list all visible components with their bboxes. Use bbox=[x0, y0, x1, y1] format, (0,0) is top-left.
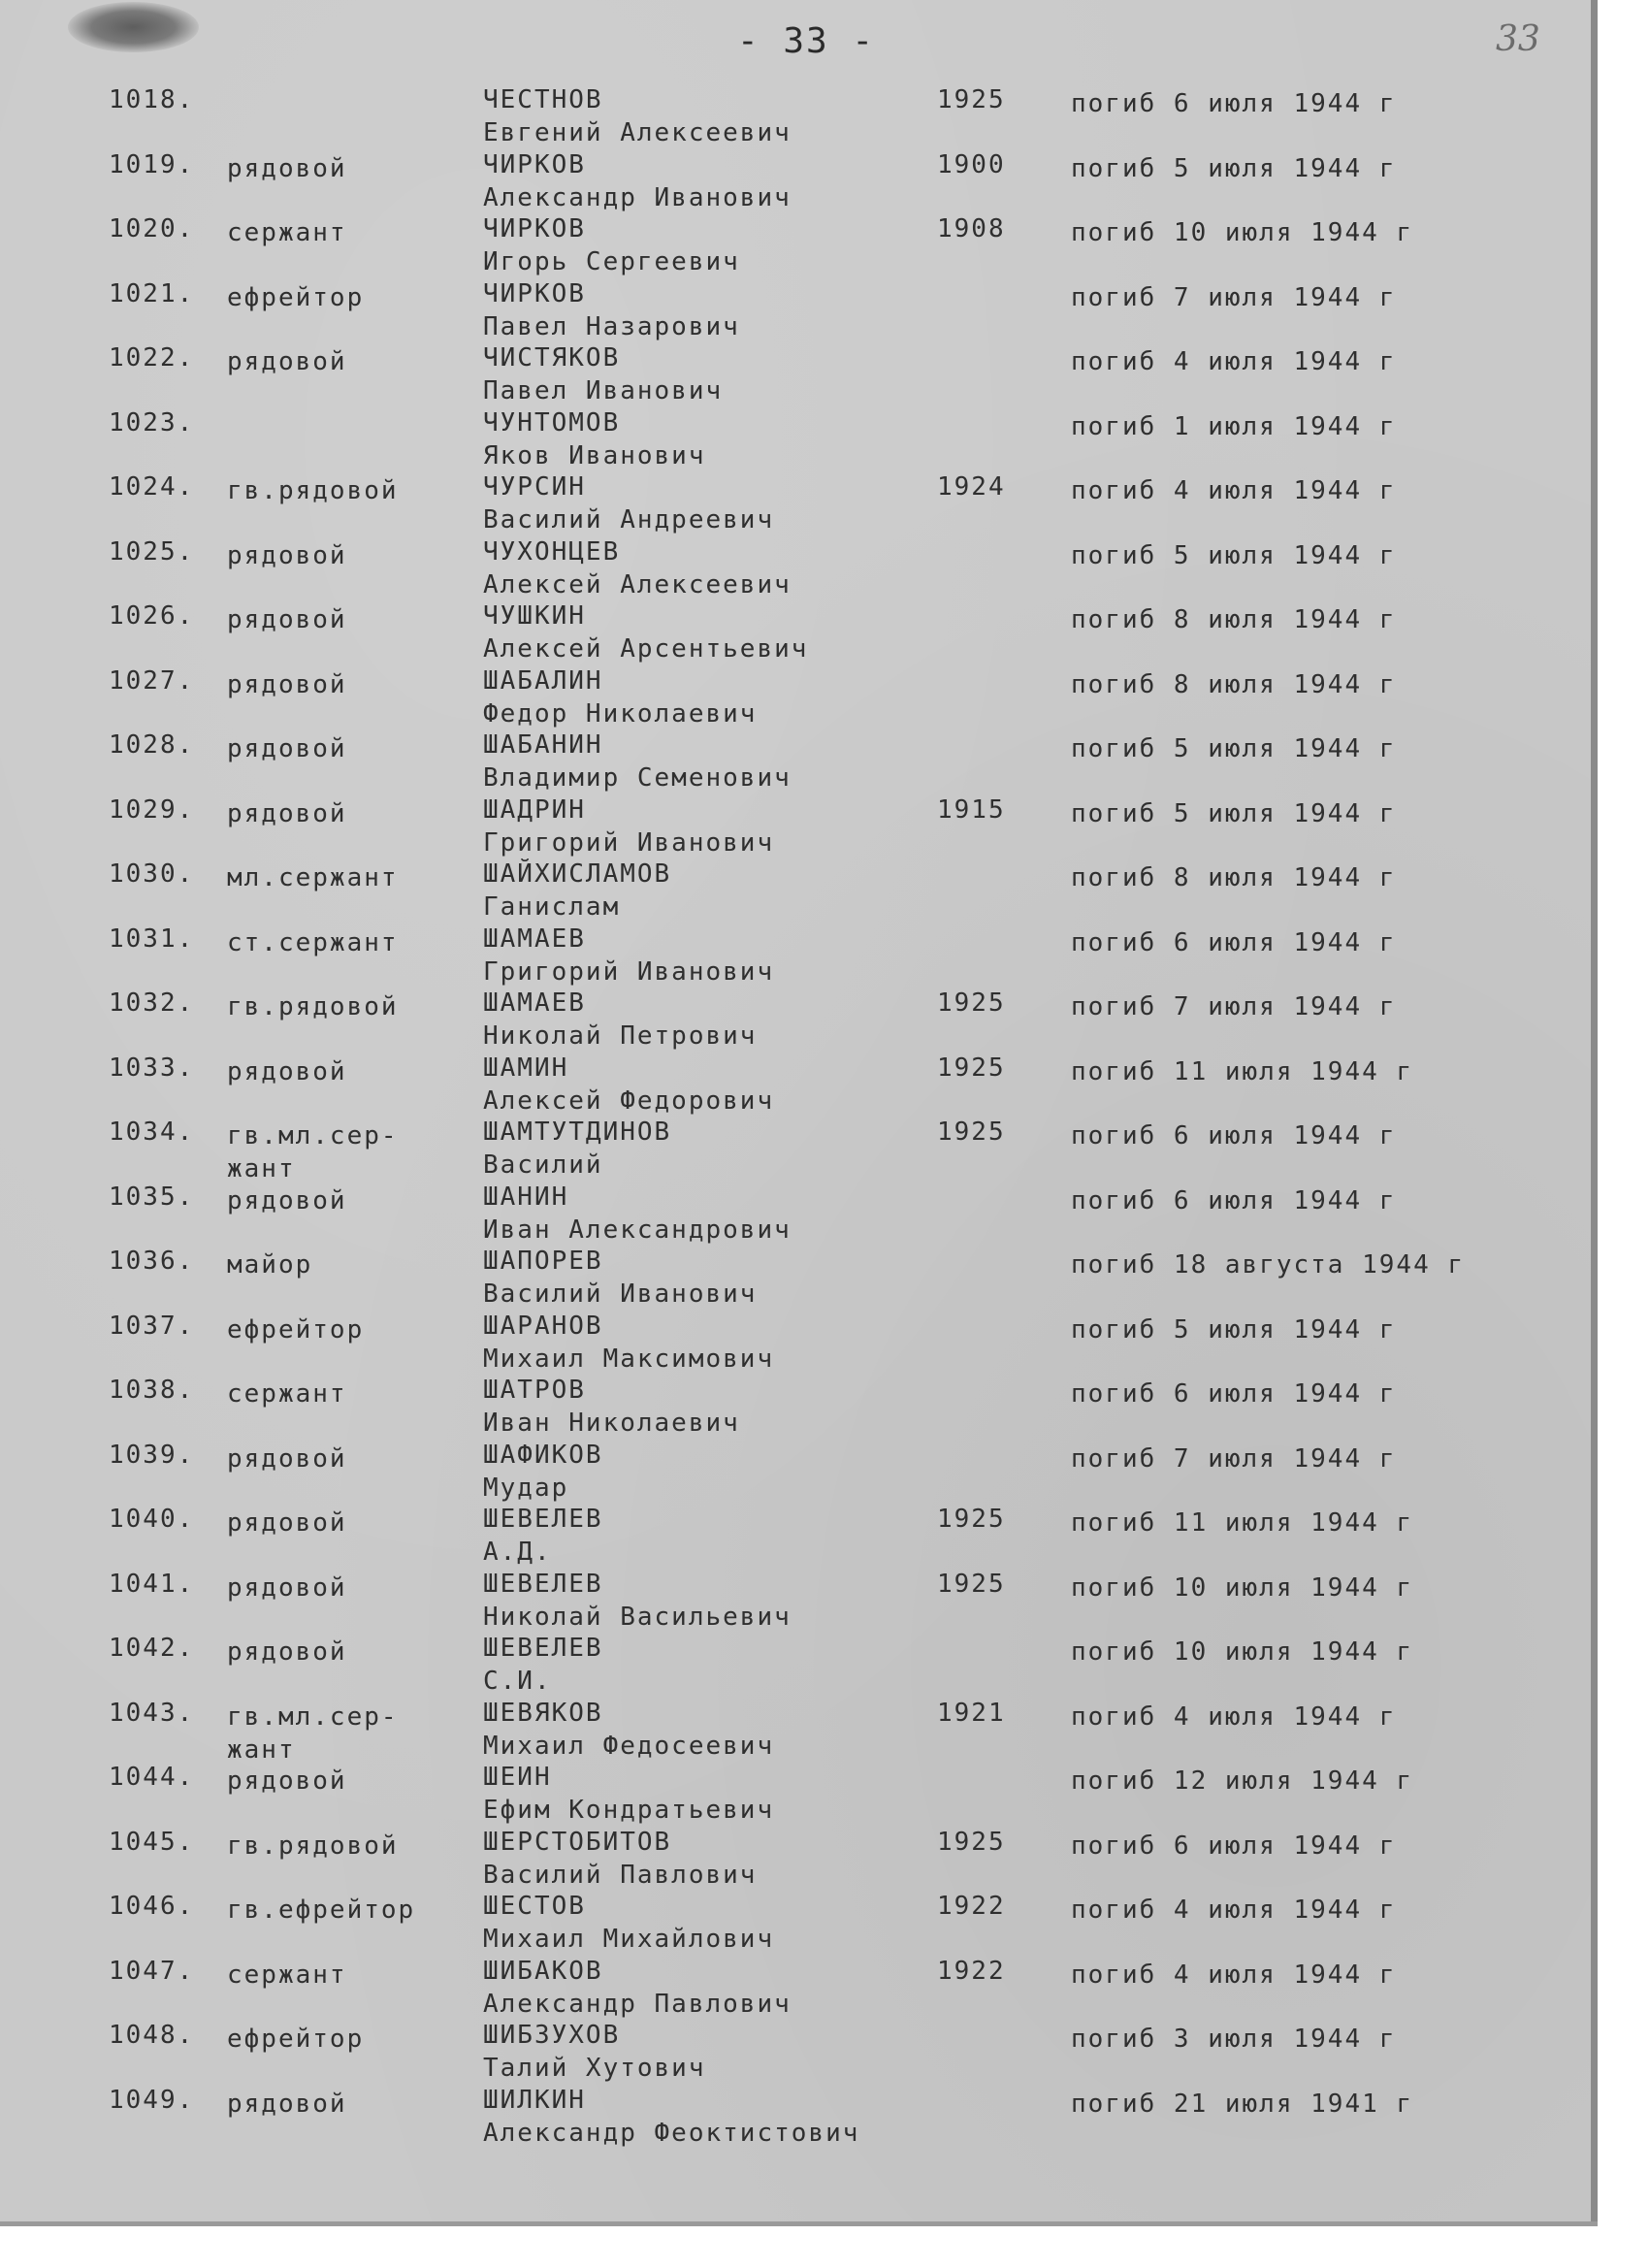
record-rank: рядовой bbox=[227, 1508, 347, 1538]
record-number: 1035. bbox=[109, 1182, 195, 1212]
record-death-note: погиб 11 июля 1944 г bbox=[1071, 1056, 1414, 1086]
record-given-names: Евгений Алексеевич bbox=[483, 118, 792, 147]
record-death-note: погиб 6 июля 1944 г bbox=[1071, 1379, 1397, 1409]
record-surname: ШАБАЛИН bbox=[483, 665, 603, 696]
record-rank: рядовой bbox=[227, 1185, 347, 1215]
record-rank: рядовой bbox=[227, 1443, 347, 1474]
record-surname: ШАТРОВ bbox=[483, 1376, 586, 1405]
record-rank: рядовой bbox=[227, 669, 347, 699]
record-surname: ШАПОРЕВ bbox=[483, 1247, 603, 1276]
record-birth-year: 1922 bbox=[937, 1956, 1006, 1986]
record-rank-continued: жант bbox=[227, 1154, 296, 1183]
record-death-note: погиб 6 июля 1944 г bbox=[1071, 1185, 1397, 1215]
record-number: 1039. bbox=[109, 1440, 195, 1470]
record-death-note: погиб 6 июля 1944 г bbox=[1071, 927, 1397, 957]
record-row bbox=[0, 2086, 1591, 2151]
record-rank-continued: жант bbox=[227, 1734, 296, 1765]
record-death-note: погиб 6 июля 1944 г bbox=[1071, 89, 1397, 118]
record-surname: ШАМАЕВ bbox=[483, 923, 586, 954]
record-surname: ЧУХОНЦЕВ bbox=[483, 536, 621, 567]
record-number: 1025. bbox=[109, 536, 195, 567]
record-number: 1045. bbox=[109, 1827, 195, 1857]
record-surname: ШАМИН bbox=[483, 1053, 569, 1083]
record-number: 1043. bbox=[109, 1698, 195, 1728]
handwritten-page-number: 33 bbox=[1496, 19, 1540, 59]
record-birth-year: 1922 bbox=[937, 1892, 1006, 1921]
record-death-note: погиб 21 июля 1941 г bbox=[1071, 2089, 1414, 2119]
record-number: 1047. bbox=[109, 1956, 195, 1986]
record-death-note: погиб 5 июля 1944 г bbox=[1071, 153, 1397, 183]
record-given-names: Алексей Алексеевич bbox=[483, 569, 792, 599]
record-row bbox=[0, 859, 1591, 924]
record-surname: ЧУРСИН bbox=[483, 472, 586, 502]
record-given-names: Александр Феоктистович bbox=[483, 2118, 860, 2148]
record-number: 1034. bbox=[109, 1118, 195, 1147]
record-given-names: Михаил Михайлович bbox=[483, 1925, 775, 1954]
record-surname: ШЕВЕЛЕВ bbox=[483, 1634, 603, 1663]
record-rank: ст.сержант bbox=[227, 927, 399, 957]
record-number: 1028. bbox=[109, 730, 195, 760]
record-number: 1042. bbox=[109, 1634, 195, 1663]
record-birth-year: 1908 bbox=[937, 214, 1006, 243]
record-rank: сержант bbox=[227, 1379, 347, 1409]
record-surname: ЧЕСТНОВ bbox=[483, 85, 603, 114]
record-row bbox=[0, 1441, 1591, 1506]
record-surname: ШАФИКОВ bbox=[483, 1440, 603, 1470]
record-row bbox=[0, 988, 1591, 1053]
record-surname: ШЕРСТОБИТОВ bbox=[483, 1827, 672, 1857]
record-row bbox=[0, 730, 1591, 795]
record-row bbox=[0, 1505, 1591, 1570]
record-rank: рядовой bbox=[227, 605, 347, 634]
record-death-note: погиб 4 июля 1944 г bbox=[1071, 1701, 1397, 1732]
record-given-names: Ефим Кондратьевич bbox=[483, 1796, 775, 1825]
record-rank: рядовой bbox=[227, 1637, 347, 1667]
record-rank: рядовой bbox=[227, 734, 347, 763]
record-surname: ЧИРКОВ bbox=[483, 149, 586, 179]
record-row bbox=[0, 537, 1591, 602]
record-surname: ШАЙХИСЛАМОВ bbox=[483, 859, 672, 889]
record-surname: ШИБЗУХОВ bbox=[483, 2021, 621, 2050]
record-death-note: погиб 10 июля 1944 г bbox=[1071, 218, 1414, 247]
record-row bbox=[0, 2021, 1591, 2086]
record-rank: рядовой bbox=[227, 347, 347, 376]
record-surname: ШАДРИН bbox=[483, 794, 586, 825]
record-surname: ШАМАЕВ bbox=[483, 988, 586, 1018]
record-death-note: погиб 5 июля 1944 г bbox=[1071, 734, 1397, 763]
record-rank: гв.мл.сер- bbox=[227, 1121, 399, 1150]
record-given-names: Игорь Сергеевич bbox=[483, 247, 740, 276]
record-death-note: погиб 6 июля 1944 г bbox=[1071, 1831, 1397, 1861]
page-edge-bottom bbox=[0, 2221, 1598, 2226]
record-row bbox=[0, 1892, 1591, 1957]
record-birth-year: 1925 bbox=[937, 85, 1006, 114]
record-row bbox=[0, 795, 1591, 860]
record-surname: ШИЛКИН bbox=[483, 2085, 586, 2115]
record-birth-year: 1921 bbox=[937, 1698, 1006, 1728]
record-number: 1018. bbox=[109, 85, 195, 114]
record-death-note: погиб 8 июля 1944 г bbox=[1071, 863, 1397, 892]
record-rank: гв.ефрейтор bbox=[227, 1895, 416, 1925]
record-surname: ШАНИН bbox=[483, 1182, 569, 1212]
record-death-note: погиб 8 июля 1944 г bbox=[1071, 605, 1397, 634]
record-given-names: Николай Васильевич bbox=[483, 1602, 792, 1632]
record-surname: ЧИРКОВ bbox=[483, 278, 586, 308]
record-number: 1040. bbox=[109, 1505, 195, 1534]
record-row bbox=[0, 1183, 1591, 1247]
record-given-names: Григорий Иванович bbox=[483, 827, 775, 858]
record-given-names: Иван Александрович bbox=[483, 1215, 792, 1245]
record-surname: ШИБАКОВ bbox=[483, 1956, 603, 1986]
record-rank: гв.рядовой bbox=[227, 476, 399, 505]
record-surname: ШЕСТОВ bbox=[483, 1892, 586, 1921]
record-surname: ШАБАНИН bbox=[483, 730, 603, 760]
record-given-names: А.Д. bbox=[483, 1538, 552, 1567]
record-rank: рядовой bbox=[227, 1766, 347, 1796]
record-number: 1041. bbox=[109, 1569, 195, 1599]
record-surname: ШЕВЕЛЕВ bbox=[483, 1505, 603, 1534]
record-row bbox=[0, 601, 1591, 666]
record-row bbox=[0, 214, 1591, 279]
record-rank: сержант bbox=[227, 1960, 347, 1990]
record-surname: ЧУНТОМОВ bbox=[483, 407, 621, 437]
record-number: 1033. bbox=[109, 1053, 195, 1083]
record-row bbox=[0, 1118, 1591, 1183]
record-given-names: Михаил Федосеевич bbox=[483, 1731, 775, 1761]
record-row bbox=[0, 666, 1591, 731]
record-surname: ШАРАНОВ bbox=[483, 1311, 603, 1341]
record-death-note: погиб 6 июля 1944 г bbox=[1071, 1121, 1397, 1150]
page-edge-right bbox=[1591, 0, 1598, 2221]
record-birth-year: 1915 bbox=[937, 794, 1006, 825]
record-number: 1046. bbox=[109, 1892, 195, 1921]
record-number: 1038. bbox=[109, 1376, 195, 1405]
record-death-note: погиб 10 июля 1944 г bbox=[1071, 1637, 1414, 1667]
record-number: 1023. bbox=[109, 407, 195, 437]
record-birth-year: 1925 bbox=[937, 1505, 1006, 1534]
record-number: 1037. bbox=[109, 1311, 195, 1341]
record-rank: рядовой bbox=[227, 540, 347, 570]
record-row bbox=[0, 150, 1591, 215]
record-rank: мл.сержант bbox=[227, 863, 399, 892]
record-given-names: Иван Николаевич bbox=[483, 1409, 740, 1438]
record-row bbox=[0, 279, 1591, 344]
record-given-names: Михаил Максимович bbox=[483, 1344, 775, 1374]
record-death-note: погиб 12 июля 1944 г bbox=[1071, 1766, 1414, 1796]
record-rank: гв.мл.сер- bbox=[227, 1701, 399, 1732]
record-surname: ЧИСТЯКОВ bbox=[483, 343, 621, 373]
ink-smudge bbox=[68, 2, 199, 52]
record-surname: ЧИРКОВ bbox=[483, 214, 586, 243]
record-given-names: Владимир Семенович bbox=[483, 763, 792, 793]
record-given-names: Василий Иванович bbox=[483, 1280, 758, 1309]
record-number: 1049. bbox=[109, 2085, 195, 2115]
record-death-note: погиб 4 июля 1944 г bbox=[1071, 476, 1397, 505]
record-given-names: Мудар bbox=[483, 1473, 569, 1503]
record-row bbox=[0, 924, 1591, 989]
record-surname: ЧУШКИН bbox=[483, 601, 586, 631]
record-surname: ШЕИН bbox=[483, 1763, 552, 1792]
record-given-names: Павел Назарович bbox=[483, 311, 740, 341]
record-row bbox=[0, 472, 1591, 537]
record-number: 1019. bbox=[109, 149, 195, 179]
casualty-list bbox=[0, 85, 1591, 2150]
record-given-names: Александр Иванович bbox=[483, 182, 792, 212]
record-death-note: погиб 8 июля 1944 г bbox=[1071, 669, 1397, 699]
record-rank: ефрейтор bbox=[227, 2025, 365, 2054]
record-death-note: погиб 5 июля 1944 г bbox=[1071, 540, 1397, 570]
record-given-names: Алексей Арсентьевич bbox=[483, 634, 809, 664]
record-given-names: Талий Хутович bbox=[483, 2054, 706, 2083]
record-rank: гв.рядовой bbox=[227, 1831, 399, 1861]
record-given-names: Федор Николаевич bbox=[483, 698, 758, 729]
record-number: 1020. bbox=[109, 214, 195, 243]
record-birth-year: 1924 bbox=[937, 472, 1006, 502]
record-number: 1024. bbox=[109, 472, 195, 502]
record-death-note: погиб 10 июля 1944 г bbox=[1071, 1572, 1414, 1603]
record-number: 1048. bbox=[109, 2021, 195, 2050]
record-number: 1030. bbox=[109, 859, 195, 889]
record-rank: ефрейтор bbox=[227, 1314, 365, 1345]
record-number: 1032. bbox=[109, 988, 195, 1018]
record-birth-year: 1925 bbox=[937, 1053, 1006, 1083]
record-number: 1031. bbox=[109, 923, 195, 954]
record-death-note: погиб 7 июля 1944 г bbox=[1071, 1443, 1397, 1474]
record-row bbox=[0, 1312, 1591, 1377]
record-row bbox=[0, 1376, 1591, 1441]
record-row bbox=[0, 1634, 1591, 1699]
record-number: 1021. bbox=[109, 278, 195, 308]
record-given-names: Алексей Федорович bbox=[483, 1085, 775, 1116]
record-row bbox=[0, 1763, 1591, 1828]
record-row bbox=[0, 1828, 1591, 1893]
record-row bbox=[0, 1570, 1591, 1635]
record-rank: рядовой bbox=[227, 798, 347, 828]
record-rank: рядовой bbox=[227, 2089, 347, 2119]
record-rank: рядовой bbox=[227, 1056, 347, 1086]
record-death-note: погиб 4 июля 1944 г bbox=[1071, 1960, 1397, 1990]
record-birth-year: 1925 bbox=[937, 1569, 1006, 1599]
record-row bbox=[0, 1699, 1591, 1764]
record-death-note: погиб 7 июля 1944 г bbox=[1071, 282, 1397, 312]
record-death-note: погиб 11 июля 1944 г bbox=[1071, 1508, 1414, 1538]
page-number: - 33 - bbox=[737, 21, 876, 61]
record-number: 1022. bbox=[109, 343, 195, 373]
record-row bbox=[0, 1957, 1591, 2022]
record-death-note: погиб 5 июля 1944 г bbox=[1071, 798, 1397, 828]
record-given-names: Павел Иванович bbox=[483, 376, 724, 405]
record-given-names: Василий Павлович bbox=[483, 1860, 758, 1890]
record-surname: ШЕВЯКОВ bbox=[483, 1698, 603, 1728]
record-given-names: С.И. bbox=[483, 1667, 552, 1696]
record-number: 1036. bbox=[109, 1247, 195, 1276]
record-surname: ШЕВЕЛЕВ bbox=[483, 1569, 603, 1599]
record-birth-year: 1925 bbox=[937, 988, 1006, 1018]
record-birth-year: 1925 bbox=[937, 1118, 1006, 1147]
record-rank: ефрейтор bbox=[227, 282, 365, 312]
record-rank: сержант bbox=[227, 218, 347, 247]
record-birth-year: 1925 bbox=[937, 1827, 1006, 1857]
record-number: 1026. bbox=[109, 601, 195, 631]
record-given-names: Григорий Иванович bbox=[483, 956, 775, 987]
record-given-names: Александр Павлович bbox=[483, 1989, 792, 2019]
record-given-names: Василий Андреевич bbox=[483, 505, 775, 535]
record-row bbox=[0, 343, 1591, 408]
record-death-note: погиб 5 июля 1944 г bbox=[1071, 1314, 1397, 1345]
record-surname: ШАМТУТДИНОВ bbox=[483, 1118, 672, 1147]
record-death-note: погиб 7 июля 1944 г bbox=[1071, 992, 1397, 1021]
record-rank: гв.рядовой bbox=[227, 992, 399, 1021]
record-row bbox=[0, 1053, 1591, 1118]
record-given-names: Николай Петрович bbox=[483, 1021, 758, 1051]
record-birth-year: 1900 bbox=[937, 149, 1006, 179]
record-number: 1029. bbox=[109, 794, 195, 825]
record-given-names: Ганислам bbox=[483, 892, 621, 922]
record-rank: майор bbox=[227, 1250, 313, 1280]
record-row bbox=[0, 408, 1591, 473]
record-death-note: погиб 1 июля 1944 г bbox=[1071, 411, 1397, 441]
record-row bbox=[0, 1247, 1591, 1312]
record-rank: рядовой bbox=[227, 153, 347, 183]
record-number: 1044. bbox=[109, 1763, 195, 1792]
record-given-names: Василий bbox=[483, 1150, 603, 1180]
record-death-note: погиб 18 августа 1944 г bbox=[1071, 1250, 1466, 1280]
record-death-note: погиб 3 июля 1944 г bbox=[1071, 2025, 1397, 2054]
record-death-note: погиб 4 июля 1944 г bbox=[1071, 347, 1397, 376]
record-number: 1027. bbox=[109, 665, 195, 696]
record-rank: рядовой bbox=[227, 1572, 347, 1603]
record-given-names: Яков Иванович bbox=[483, 440, 706, 470]
record-death-note: погиб 4 июля 1944 г bbox=[1071, 1895, 1397, 1925]
record-row bbox=[0, 85, 1591, 150]
